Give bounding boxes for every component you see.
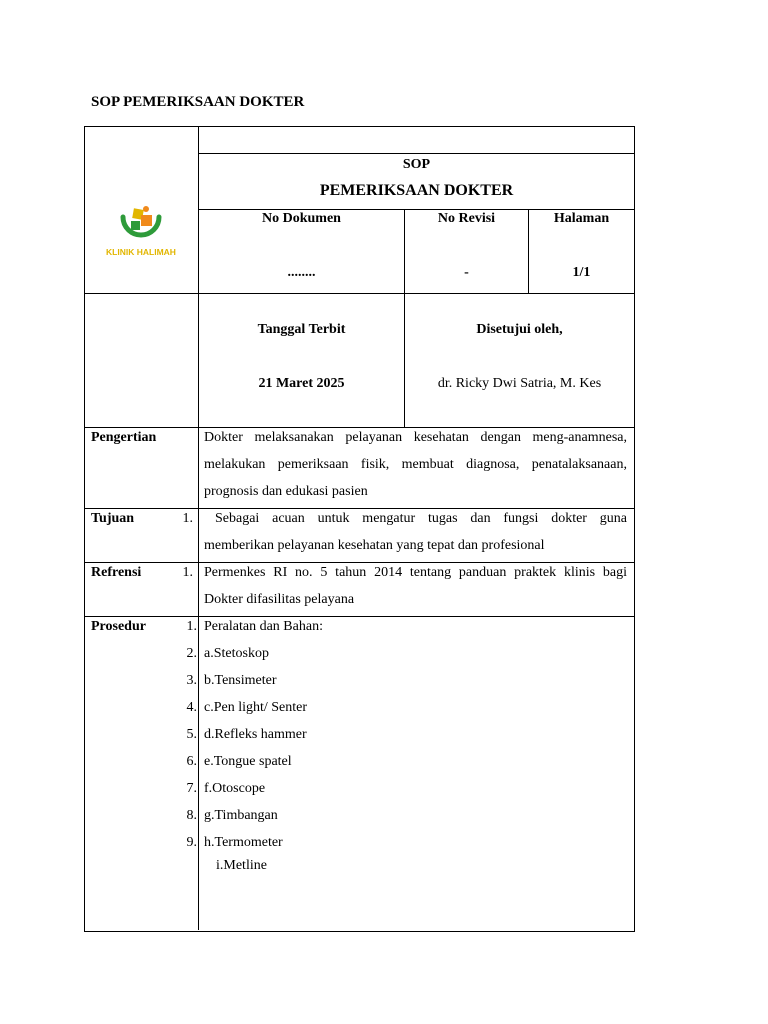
prosedur-item: e.Tongue spatel xyxy=(204,754,292,769)
prosedur-number: 7. xyxy=(186,781,197,796)
prosedur-number: 4. xyxy=(186,700,197,715)
sop-table xyxy=(84,126,635,932)
prosedur-item: Peralatan dan Bahan: xyxy=(204,619,323,634)
pengertian-line: melakukan pemeriksaan fisik, membuat diagnosa, penatalaksanaan, xyxy=(204,457,627,472)
pengertian-line: Dokter melaksanakan pelayanan kesehatan dengan meng-anamnesa, xyxy=(204,430,627,445)
prosedur-item: f.Otoscope xyxy=(204,781,266,796)
tujuan-label: Tujuan xyxy=(91,511,135,526)
klinik-halimah-logo-icon xyxy=(101,203,181,263)
pengertian-line: prognosis dan edukasi pasien xyxy=(204,484,368,499)
logo-text: KLINIK HALIMAH xyxy=(106,247,176,257)
row-divider xyxy=(85,616,634,617)
no-revisi-label: No Revisi xyxy=(437,211,496,226)
disetujui-label: Disetujui oleh, xyxy=(476,322,563,337)
page-title: SOP PEMERIKSAAN DOKTER xyxy=(91,94,305,110)
prosedur-item: a.Stetoskop xyxy=(204,646,269,661)
refrensi-line: Dokter difasilitas pelayana xyxy=(204,592,355,607)
tanggal-terbit-label: Tanggal Terbit xyxy=(257,322,346,337)
disetujui-value: dr. Ricky Dwi Satria, M. Kes xyxy=(437,376,602,391)
prosedur-number: 3. xyxy=(186,673,197,688)
halaman-value: 1/1 xyxy=(572,265,591,280)
prosedur-label: Prosedur xyxy=(91,619,146,634)
tujuan-line: Sebagai acuan untuk mengatur tugas dan fungsi dokter guna xyxy=(215,511,627,526)
prosedur-item: i.Metline xyxy=(216,858,267,873)
sop-title: PEMERIKSAAN DOKTER xyxy=(319,182,514,199)
refrensi-line: Permenkes RI no. 5 tahun 2014 tentang panduan praktek klinis bagi xyxy=(204,565,627,580)
column-divider xyxy=(198,127,199,930)
tujuan-line: memberikan pelayanan kesehatan yang tepat dan profesional xyxy=(204,538,545,553)
prosedur-number: 2. xyxy=(186,646,197,661)
prosedur-item: d.Refleks hammer xyxy=(204,727,307,742)
klinik-logo xyxy=(101,203,181,263)
row-divider xyxy=(85,293,634,294)
refrensi-label: Refrensi xyxy=(91,565,142,580)
refrensi-number: 1. xyxy=(182,565,193,580)
tujuan-number: 1. xyxy=(182,511,193,526)
sop-label: SOP xyxy=(402,157,431,172)
prosedur-number: 8. xyxy=(186,808,197,823)
prosedur-item: b.Tensimeter xyxy=(204,673,277,688)
prosedur-item: h.Termometer xyxy=(204,835,283,850)
prosedur-number: 1. xyxy=(186,619,197,634)
prosedur-number: 5. xyxy=(186,727,197,742)
prosedur-item: g.Timbangan xyxy=(204,808,278,823)
tanggal-terbit-value: 21 Maret 2025 xyxy=(258,376,345,391)
prosedur-number: 9. xyxy=(186,835,197,850)
prosedur-number: 6. xyxy=(186,754,197,769)
no-dokumen-value: ........ xyxy=(287,265,316,280)
pengertian-label: Pengertian xyxy=(91,430,157,445)
no-revisi-value: - xyxy=(464,265,469,280)
halaman-label: Halaman xyxy=(553,211,610,226)
prosedur-item: c.Pen light/ Senter xyxy=(204,700,308,715)
no-dokumen-label: No Dokumen xyxy=(262,211,341,226)
